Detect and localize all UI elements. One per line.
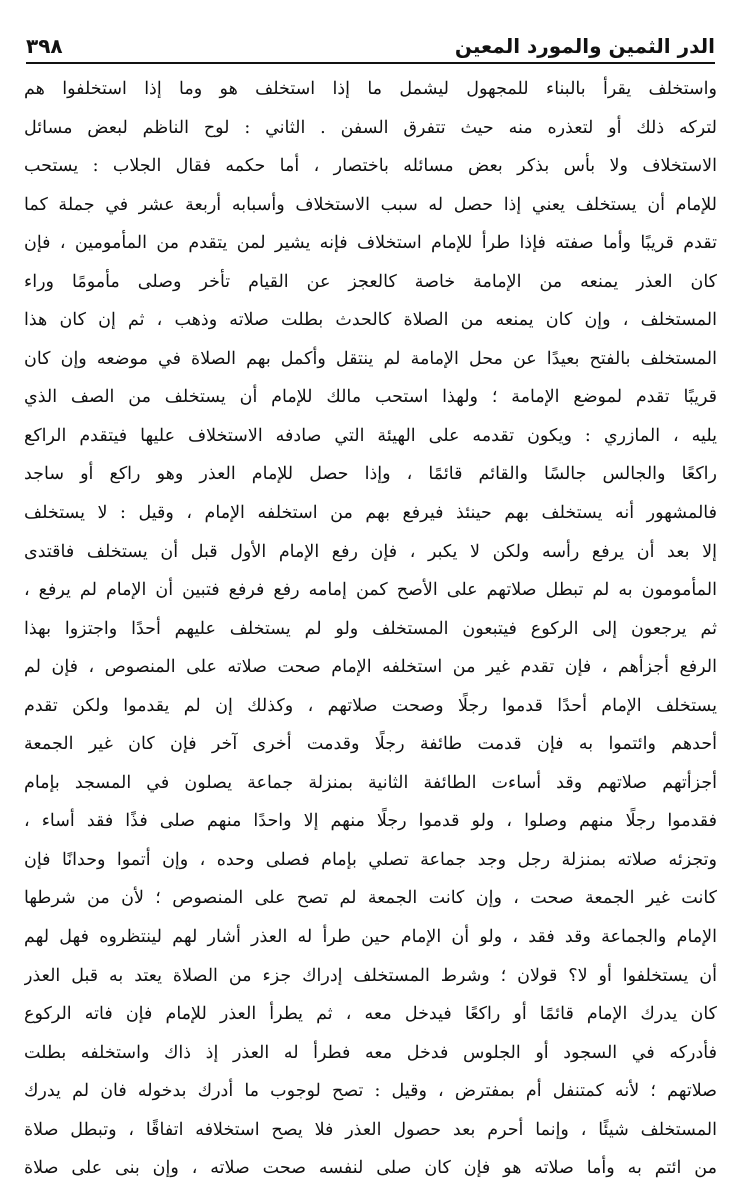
- header-divider: [26, 62, 715, 64]
- text-line: لتركه ذلك أو لتعذره منه حيث تتفرق السفن . الثاني : لوح الناظم لبعض مسائل: [24, 117, 717, 138]
- book-title: الدر الثمين والمورد المعين: [454, 34, 715, 58]
- text-line: من ائتم به وأما صلاته هو فإن كان صلى لنفسه صحت صلاته ، وإن بنى على صلاة: [24, 1158, 717, 1179]
- text-line: الرفع أجزأهم ، فإن تقدم غير من استخلفه الإمام صحت صلاته على المنصوص ، فإن لم: [24, 657, 717, 678]
- text-line: كان العذر يمنعه من الإمامة خاصة كالعجز عن القيام تأخر وصلى مأمومًا وراء: [24, 271, 717, 292]
- text-line: راكعًا والجالس جالسًا والقائم قائمًا ، وإذا حصل للإمام العذر وهو راكع أو ساجد: [24, 464, 717, 485]
- text-line: المستخلف بالفتح بعيدًا عن محل الإمامة لم ينتقل وأكمل بهم الصلاة في موضعه وإن كان: [24, 348, 717, 369]
- text-line: تقدم قريبًا وأما صفته فإذا طرأ للإمام استخلاف فإنه يشير لمن يتقدم من المأمومين ، فإن: [24, 233, 717, 254]
- text-line: كان يدرك الإمام قائمًا أو راكعًا فيدخل معه ، ثم يطرأ العذر للإمام فإن فاته الركوع: [24, 1004, 717, 1025]
- text-line: كانت غير الجمعة صحت ، وإن كانت الجمعة لم تصح على المنصوص ؛ لأن من شرطها: [24, 888, 717, 909]
- text-line: الاستخلاف ولا بأس بذكر بعض مسائله باختصار ، أما حكمه فقال الجلاب : يستحب: [24, 156, 717, 177]
- text-line: فالمشهور أنه يستخلف بهم حينئذ فيرفع بهم من استخلفه الإمام ، وقيل : لا يستخلف: [24, 503, 717, 524]
- text-line: وتجزئه صلاته بمنزلة رجل وجد جماعة تصلي بإمام فصلى وحده ، وإن أتموا وحدانًا فإن: [24, 849, 717, 870]
- text-line: أحدهم وائتموا به فإن قدمت طائفة رجلًا وقدمت أخرى آخر فإن كان غير الجمعة: [24, 734, 717, 755]
- text-line: يستخلف الإمام أحدًا قدموا رجلًا وصحت صلاتهم ، وكذلك إن لم يقدموا ولكن تقدم: [24, 695, 717, 716]
- text-line: المأمومون به لم تبطل صلاتهم على الأصح كمن إمامه رفع فرفع فتبين أن الإمام لم يرفع ،: [24, 580, 717, 601]
- text-line: صلاتهم ؛ لأنه كمتنفل أم بمفترض ، وقيل : تصح لوجوب ما أدرك بدخوله فان لم يدرك: [24, 1081, 717, 1102]
- text-line: فقدموا رجلًا منهم وصلوا ، ولو قدموا رجلًا منهم إلا واحدًا منهم صلى فذًا فقد أساء ،: [24, 811, 717, 832]
- text-line: إلا بعد أن يرفع رأسه ولكن لا يكبر ، فإن رفع الإمام الأول قبل أن يستخلف فاقتدى: [24, 541, 717, 562]
- text-line: فأدركه في السجود أو الجلوس فدخل معه فطرأ له العذر إذ ذاك واستخلفه بطلت: [24, 1042, 717, 1063]
- text-line: قريبًا تقدم لموضع الإمامة ؛ ولهذا استحب مالك للإمام أن يستخلف من الصف الذي: [24, 387, 717, 408]
- body-text: [24, 70, 717, 1188]
- page-number: ٣٩٨: [26, 34, 63, 58]
- text-line: أن يستخلفوا أو لا؟ قولان ؛ وشرط المستخلف إدراك جزء من الصلاة يعتد به قبل العذر: [24, 965, 717, 986]
- text-line: يليه ، المازري : ويكون تقدمه على الهيئة التي صادفه الاستخلاف عليها فيتقدم الراكع: [24, 425, 717, 446]
- text-line: الإمام والجماعة وقد فقد ، ولو أن الإمام حين طرأ له العذر أشار لهم لينتظروه فهل لهم: [24, 927, 717, 948]
- text-line: أجزأتهم صلاتهم وقد أساءت الطائفة الثانية بمنزلة جماعة يصلون في المسجد بإمام: [24, 772, 717, 793]
- text-line: المستخلف ، وإن كان يمنعه من الصلاة كالحدث بطلت صلاته وذهب ، ثم إن كان هذا: [24, 310, 717, 331]
- text-line: المستخلف شيئًا ، وإنما أحرم بعد حصول العذر فلا يصح استخلافه اتفاقًا ، وتبطل صلاة: [24, 1119, 717, 1140]
- text-line: للإمام أن يستخلف يعني إذا حصل له سبب الاستخلاف وأسبابه أربعة عشر في جملة كما: [24, 194, 717, 215]
- page-header: [26, 26, 715, 60]
- text-line: واستخلف يقرأ بالبناء للمجهول ليشمل ما إذا استخلف هو وما إذا استخلفوا هم: [24, 79, 717, 99]
- text-line: ثم يرجعون إلى الركوع فيتبعون المستخلف ولو لم يستخلف عليهم أحدًا واجتزوا بهذا: [24, 618, 717, 639]
